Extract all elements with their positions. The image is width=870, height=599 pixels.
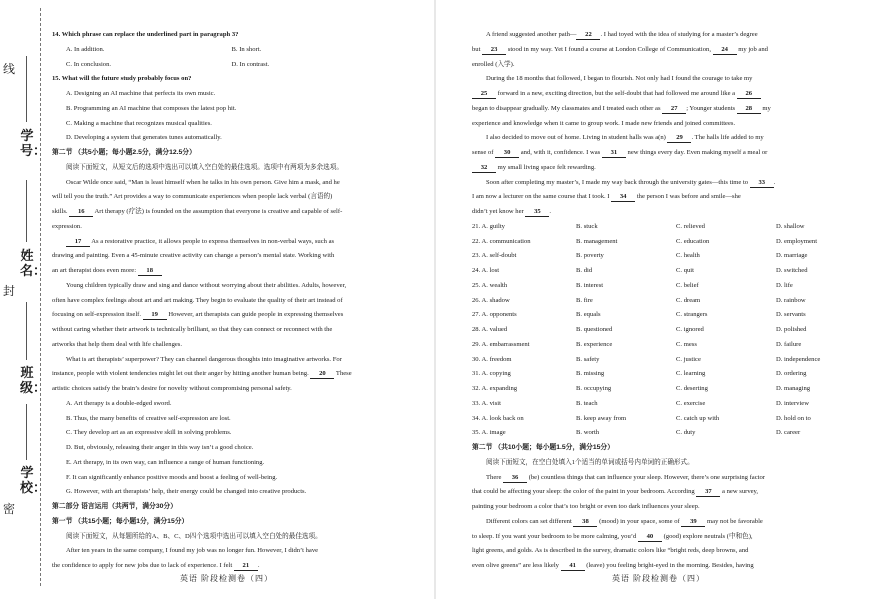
blank-37[interactable]: 37 bbox=[696, 487, 720, 497]
choice-row bbox=[472, 367, 846, 382]
choice-option[interactable]: 21. A. guilty bbox=[472, 222, 505, 230]
blank-34[interactable]: 34 bbox=[611, 192, 635, 202]
choice-option[interactable]: 31. A. copying bbox=[472, 370, 511, 378]
grammar-line: There 36 (be) countless things that can influence your sleep. However, there’s one surprising factor bbox=[486, 473, 765, 481]
grammar-line: painting your bedroom a color that’s too bright or even too dark influences your sleep. bbox=[472, 503, 700, 510]
grammar-line: that could be affecting your sleep: the color of the paint in your bedroom. According 37 a new survey, bbox=[472, 488, 759, 496]
choice-option[interactable]: B. equals bbox=[576, 311, 601, 319]
cloze-line: experience and knowledge when it came to group work. I made new friends and joined committees. bbox=[472, 119, 736, 127]
cloze-line: but 23 stood in my way. Yet I found a course at London College of Communication, 24 my job and bbox=[472, 45, 768, 53]
choice-row bbox=[472, 323, 846, 338]
choice-option[interactable]: D. ordering bbox=[776, 370, 807, 378]
choice-option[interactable]: D. switched bbox=[776, 267, 808, 274]
grammar-line: even olive greens” are less likely 41 (leave) you feeling bright-eyed in the morning. Besides, having bbox=[472, 562, 754, 569]
passage-line: artistic choices satisfy the brain’s desire for novelty without compromising personal safety. bbox=[52, 385, 292, 392]
q14-option-c[interactable]: C. In conclusion. bbox=[66, 60, 112, 68]
school-label: 学校： bbox=[20, 465, 47, 495]
choice-option[interactable]: D. interview bbox=[776, 399, 809, 407]
cloze-line: I also decided to move out of home. Living in student halls was a(n) 29 . The halls life added to my bbox=[486, 134, 764, 142]
cloze-line: A friend suggested another path— 22 . I had toyed with the idea of studying for a master’s degree bbox=[486, 31, 758, 38]
passage-line: will tell you the truth.” Art provides a way to communicate experiences when people lack verbal (言语的) bbox=[52, 193, 333, 201]
blank-28[interactable]: 28 bbox=[737, 104, 761, 114]
blank-27[interactable]: 27 bbox=[662, 104, 686, 114]
choice-row bbox=[472, 264, 846, 279]
choice-option[interactable]: D. servants bbox=[776, 311, 806, 319]
blank-16[interactable]: 16 bbox=[69, 207, 93, 217]
choice-option[interactable]: D. marriage bbox=[776, 252, 808, 260]
blank-36[interactable]: 36 bbox=[503, 473, 527, 483]
seal-line bbox=[40, 8, 41, 586]
section2-title: 第二节 （共5小题；每小题2.5分，满分12.5分） bbox=[52, 149, 196, 156]
seal-word-secret: 密 bbox=[2, 502, 15, 516]
passage-line: instance, people with violent tendencies might let out their anger by hitting another human being. 20 These bbox=[52, 370, 352, 378]
choice-option[interactable]: D. life bbox=[776, 281, 793, 289]
blank-32[interactable]: 32 bbox=[472, 163, 496, 173]
blank-40[interactable]: 40 bbox=[638, 532, 662, 542]
q14-option-a[interactable]: A. In addition. bbox=[66, 45, 105, 53]
q15-option-a[interactable]: A. Designing an AI machine that perfects its own music. bbox=[66, 90, 216, 97]
blank-38[interactable]: 38 bbox=[573, 517, 597, 527]
choice-option[interactable]: B. teach bbox=[576, 399, 598, 407]
blank-29[interactable]: 29 bbox=[667, 133, 691, 143]
cloze-line: During the 18 months that followed, I began to flourish. Not only had I found the courage to take my bbox=[486, 75, 753, 83]
option-f[interactable]: F. It can significantly enhance positive moods and boost a feeling of well-being. bbox=[66, 473, 278, 481]
passage-line: artworks that help them deal with life challenges. bbox=[52, 340, 183, 348]
passage-line: Oscar Wilde once said, “Man is least himself when he talks in his own person. Give him a mask, and he bbox=[66, 178, 340, 186]
blank-25[interactable]: 25 bbox=[472, 89, 496, 99]
choice-row bbox=[472, 235, 846, 250]
choice-row bbox=[472, 308, 846, 323]
choice-option[interactable]: 25. A. wealth bbox=[472, 281, 508, 289]
choice-option[interactable]: C. belief bbox=[676, 281, 699, 289]
choice-option[interactable]: 26. A. shadow bbox=[472, 296, 510, 304]
passage-line: expression. bbox=[52, 222, 82, 230]
q15-option-b[interactable]: B. Programming an AI machine that composes the latest pop hit. bbox=[66, 104, 237, 112]
q15-stem: 15. What will the future study probably focus on? bbox=[52, 75, 192, 83]
blank-26[interactable]: 26 bbox=[737, 89, 761, 99]
left-footer: 英语 阶段检测卷（四） bbox=[180, 574, 273, 583]
choice-option[interactable]: 28. A. valued bbox=[472, 326, 508, 333]
grammar-line: to sleep. If you want your bedroom to be more calming, you’d 40 (good) explore neutrals (中和色), bbox=[472, 532, 753, 540]
seal-word-seal: 封 bbox=[2, 284, 15, 298]
name-line[interactable] bbox=[26, 180, 27, 242]
class-line[interactable] bbox=[26, 302, 27, 360]
cloze-line: enrolled (入学). bbox=[472, 60, 515, 68]
choice-row bbox=[472, 382, 846, 397]
choice-option[interactable]: C. mess bbox=[676, 340, 697, 348]
cloze-line: began to disappear gradually. My classmates and I treated each other as 27 ; Younger students 28 my bbox=[472, 104, 771, 112]
choice-option[interactable]: B. management bbox=[576, 237, 618, 245]
cloze-choices bbox=[472, 220, 846, 441]
option-d[interactable]: D. But, obviously, releasing their anger in this way isn’t a good choice. bbox=[66, 444, 254, 451]
q14-options-row2 bbox=[52, 58, 397, 73]
choice-option[interactable]: D. independence bbox=[776, 355, 821, 363]
blank-39[interactable]: 39 bbox=[681, 517, 705, 527]
blank-18[interactable]: 18 bbox=[138, 266, 162, 276]
choice-option[interactable]: C. quit bbox=[676, 267, 694, 274]
q14-option-b[interactable]: B. In short. bbox=[231, 45, 262, 53]
passage-line: without caring whether their artwork is technically brilliant, so that they can connect or reconnect with the bbox=[52, 326, 333, 333]
choice-option[interactable]: B. did bbox=[576, 267, 593, 274]
grammar-line: light greens, and golds. As is described in the survey, dramatic colors like “bright reds, deep browns, and bbox=[472, 547, 749, 555]
section1-instructions: 阅读下面短文，从每题所给的A、B、C、D四个选项中选出可以填入空白处的最佳选项。 bbox=[66, 532, 322, 540]
choice-option[interactable]: 32. A. expanding bbox=[472, 385, 518, 392]
choice-option[interactable]: D. polished bbox=[776, 326, 807, 333]
choice-row bbox=[472, 426, 846, 441]
school-line[interactable] bbox=[26, 404, 27, 460]
choice-option[interactable]: B. stuck bbox=[576, 222, 598, 230]
passage-line: often have complex feelings about art and art making. They begin to evaluate the quality of their art instead of bbox=[52, 296, 343, 304]
passage-line: skills. 16 Art therapy (疗法) is founded on the assumption that everyone is creative and capable of self- bbox=[52, 208, 343, 215]
blank-30[interactable]: 30 bbox=[495, 148, 519, 158]
choice-option[interactable]: D. shallow bbox=[776, 222, 805, 230]
choice-option[interactable]: C. health bbox=[676, 252, 700, 260]
cloze-line: the confidence to apply for new jobs due to lack of experience. I felt 21 . bbox=[52, 562, 260, 569]
choice-option[interactable]: C. justice bbox=[676, 355, 701, 363]
option-g[interactable]: G. However, with art therapists’ help, their energy could be changed into creative products. bbox=[66, 488, 307, 496]
choice-option[interactable]: 27. A. opponents bbox=[472, 311, 517, 319]
choice-option[interactable]: C. relieved bbox=[676, 222, 705, 230]
choice-row bbox=[472, 338, 846, 353]
choice-option[interactable]: B. experience bbox=[576, 340, 613, 348]
blank-31[interactable]: 31 bbox=[602, 148, 626, 158]
left-column bbox=[52, 28, 397, 574]
blank-19[interactable]: 19 bbox=[143, 310, 167, 320]
cloze-line: 32 my small living space felt rewarding. bbox=[472, 161, 846, 176]
blank-41[interactable]: 41 bbox=[561, 561, 585, 571]
choice-option[interactable]: B. missing bbox=[576, 370, 605, 378]
choice-option[interactable]: C. education bbox=[676, 237, 710, 245]
cloze-line: After ten years in the same company, I found my job was no longer fun. However, I didn’t have bbox=[66, 547, 319, 555]
choice-row bbox=[472, 412, 846, 427]
choice-option[interactable]: C. exercise bbox=[676, 399, 706, 407]
blank-20[interactable]: 20 bbox=[310, 369, 334, 379]
choice-option[interactable]: 24. A. lost bbox=[472, 267, 500, 274]
blank-17[interactable]: 17 bbox=[66, 237, 90, 247]
blank-22[interactable]: 22 bbox=[576, 30, 600, 40]
choice-row bbox=[472, 220, 846, 235]
choice-row bbox=[472, 353, 846, 368]
option-b[interactable]: B. Thus, the many benefits of creative self-expression are lost. bbox=[66, 414, 231, 422]
q15-option-d[interactable]: D. Developing a system that generates tunes automatically. bbox=[66, 134, 222, 142]
choice-option[interactable]: D. managing bbox=[776, 385, 811, 392]
student-number-line[interactable] bbox=[26, 56, 27, 122]
choice-row bbox=[472, 249, 846, 264]
choice-option[interactable]: C. ignored bbox=[676, 326, 704, 333]
grammar-line: Different colors can set different 38 (mood) in your space, some of 39 may not be favorable bbox=[486, 517, 763, 525]
part2-title: 第二部分 语言运用（共两节，满分30分） bbox=[52, 503, 177, 510]
seal-word-line: 线 bbox=[2, 62, 15, 76]
choice-option[interactable]: C. dream bbox=[676, 296, 701, 304]
section1-title: 第一节 （共15小题；每小题1分，满分15分） bbox=[52, 517, 189, 525]
choice-row bbox=[472, 294, 846, 309]
option-a[interactable]: A. Art therapy is a double-edged sword. bbox=[66, 399, 172, 407]
passage-line: Young children typically draw and sing and dance without worrying about their abilities. Adults, however, bbox=[66, 281, 347, 289]
cloze-line: sense of 30 and, with it, confidence. I was 31 new things every day. Even making myself a meal or bbox=[472, 149, 768, 156]
choice-option[interactable]: 33. A. visit bbox=[472, 399, 501, 407]
choice-option[interactable]: D. employment bbox=[776, 237, 818, 245]
blank-21[interactable]: 21 bbox=[234, 561, 258, 571]
choice-row bbox=[472, 279, 846, 294]
cloze-line: Soon after completing my master’s, I made my way back through the university gates—this time to 33 . bbox=[486, 178, 776, 186]
grammar-section-title: 第二节 （共10小题；每小题1.5分，满分15分） bbox=[472, 444, 615, 451]
q15-option-c[interactable]: C. Making a machine that recognizes musical qualities. bbox=[66, 119, 212, 127]
right-column bbox=[472, 28, 846, 574]
cloze-line: 25 forward in a new, exciting direction, but the self-doubt that had followed me around like a 26 bbox=[472, 87, 846, 102]
choice-row bbox=[472, 397, 846, 412]
choice-option[interactable]: D. hold on to bbox=[776, 414, 811, 422]
option-c[interactable]: C. They develop art as an expressive skill in solving problems. bbox=[66, 429, 232, 437]
choice-option[interactable]: B. interest bbox=[576, 281, 604, 289]
section2-instructions: 阅读下面短文，从短文后的选项中选出可以填入空白处的最佳选项。选项中有两项为多余选项。 bbox=[66, 163, 343, 171]
choice-option[interactable]: B. occupying bbox=[576, 385, 612, 392]
choice-option[interactable]: C. learning bbox=[676, 370, 706, 378]
grammar-instructions: 阅读下面短文，在空白处填入1个适当的单词或括号内单词的正确形式。 bbox=[486, 458, 694, 466]
passage-line: drawing and painting. Even a 45-minute creative activity can change a person’s mental state. Working with bbox=[52, 252, 335, 260]
passage-line: What is art therapists’ superpower? They can channel dangerous thoughts into imaginative artworks. For bbox=[66, 355, 342, 363]
q14-option-d[interactable]: D. In contrast. bbox=[231, 60, 270, 68]
cloze-line: didn’t yet know her 35 . bbox=[472, 208, 552, 215]
choice-option[interactable]: B. worth bbox=[576, 429, 600, 437]
choice-option[interactable]: 23. A. self-doubt bbox=[472, 252, 517, 260]
blank-23[interactable]: 23 bbox=[482, 45, 506, 55]
choice-option[interactable]: B. poverty bbox=[576, 252, 604, 260]
option-e[interactable]: E. Art therapy, in its own way, can influence a range of human functioning. bbox=[66, 458, 265, 466]
name-label: 姓名： bbox=[20, 248, 47, 278]
right-page bbox=[436, 0, 870, 599]
choice-option[interactable]: C. strangers bbox=[676, 311, 708, 319]
choice-option[interactable]: C. deserting bbox=[676, 385, 708, 392]
choice-option[interactable]: D. rainbow bbox=[776, 296, 806, 304]
left-page bbox=[0, 0, 434, 599]
choice-option[interactable]: D. career bbox=[776, 429, 801, 437]
class-label: 班级： bbox=[20, 365, 47, 395]
cloze-line: I am now a lecturer on the same course that I took. I 34 the person I was before and smile—she bbox=[472, 193, 741, 201]
passage-line: focusing on self-expression itself. 19 However, art therapists can guide people in expressing themselves bbox=[52, 311, 344, 319]
passage-line: an art therapist does even more: 18 bbox=[52, 264, 397, 279]
choice-option[interactable]: C. catch up with bbox=[676, 414, 720, 422]
blank-24[interactable]: 24 bbox=[713, 45, 737, 55]
blank-35[interactable]: 35 bbox=[525, 207, 549, 217]
choice-option[interactable]: 22. A. communication bbox=[472, 237, 531, 245]
choice-option[interactable]: B. keep away from bbox=[576, 414, 627, 422]
choice-option[interactable]: B. safety bbox=[576, 355, 600, 363]
student-number-label: 学号： bbox=[20, 128, 47, 158]
choice-option[interactable]: B. questioned bbox=[576, 326, 613, 333]
choice-option[interactable]: 30. A. freedom bbox=[472, 355, 512, 363]
choice-option[interactable]: 29. A. embarrassment bbox=[472, 340, 530, 348]
q14-stem: 14. Which phrase can replace the underlined part in paragraph 3? bbox=[52, 31, 239, 38]
choice-option[interactable]: D. failure bbox=[776, 340, 802, 348]
choice-option[interactable]: 35. A. image bbox=[472, 429, 506, 437]
blank-33[interactable]: 33 bbox=[750, 178, 774, 188]
choice-option[interactable]: 34. A. look back on bbox=[472, 414, 524, 422]
choice-option[interactable]: C. duty bbox=[676, 429, 696, 437]
right-footer: 英语 阶段检测卷（四） bbox=[612, 574, 705, 583]
q14-options-row1 bbox=[52, 43, 397, 58]
choice-option[interactable]: B. fire bbox=[576, 296, 593, 304]
passage-line: 17 As a restorative practice, it allows people to express themselves in non-verbal ways, such as bbox=[52, 235, 397, 250]
